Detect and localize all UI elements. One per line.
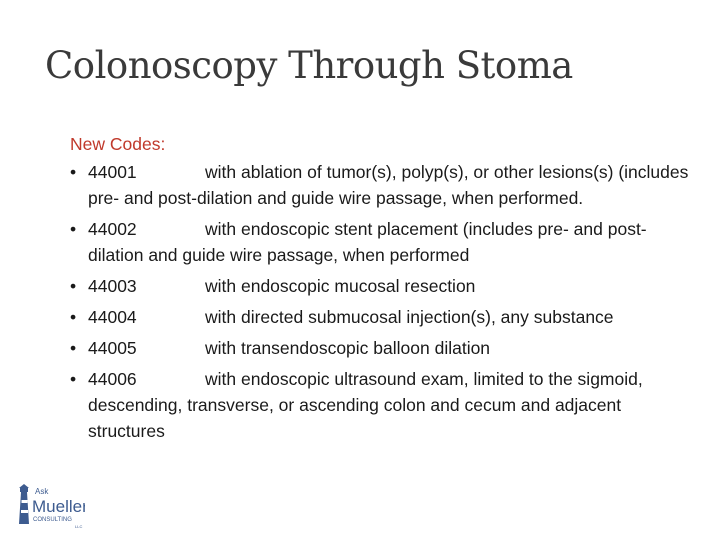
bullet-icon: • [70, 369, 77, 389]
code-item [70, 273, 690, 299]
code-description: with endoscopic stent placement (includes pre- and post-dilation and guide wire passage, when performed [88, 219, 647, 265]
code-description: with endoscopic ultrasound exam, limited to the sigmoid, descending, transverse, or ascending colon and cecum and adjacent structures [88, 369, 643, 441]
bullet-icon: • [70, 307, 77, 327]
lighthouse-lamp [20, 488, 28, 492]
lighthouse-tower [19, 492, 29, 524]
company-logo [15, 484, 85, 530]
code-description: with directed submucosal injection(s), any substance [205, 307, 614, 327]
bullet-icon: • [70, 219, 77, 239]
code-number: 44001 [88, 162, 137, 182]
code-item [70, 366, 690, 444]
lighthouse-stripe [22, 500, 28, 503]
code-number: 44006 [88, 369, 137, 389]
lighthouse-stripe [21, 510, 28, 513]
code-description: with ablation of tumor(s), polyp(s), or other lesions(s) (includes pre- and post-dilation and guide wire passage, when performed. [88, 162, 689, 208]
lighthouse-roof [19, 484, 29, 488]
code-description: with endoscopic mucosal resection [205, 276, 476, 296]
code-item [70, 335, 690, 361]
code-item [70, 159, 690, 211]
lighthouse-logo-icon [15, 484, 85, 530]
code-number: 44002 [88, 219, 137, 239]
logo-llc-text: LLC [75, 524, 83, 529]
code-number: 44004 [88, 307, 137, 327]
new-codes-heading: New Codes: [70, 134, 166, 154]
slide-body [70, 131, 690, 449]
code-item [70, 304, 690, 330]
bullet-icon: • [70, 338, 77, 358]
bullet-icon: • [70, 276, 77, 296]
code-item [70, 216, 690, 268]
code-list [70, 159, 690, 444]
logo-consulting-text: CONSULTING [33, 517, 72, 523]
bullet-icon: • [70, 162, 77, 182]
logo-ask-text: Ask [35, 487, 49, 496]
code-description: with transendoscopic balloon dilation [205, 338, 491, 358]
slide-title: Colonoscopy Through Stoma [45, 44, 573, 87]
code-number: 44005 [88, 338, 137, 358]
logo-mueller-text: Mueller [32, 497, 85, 516]
code-number: 44003 [88, 276, 137, 296]
